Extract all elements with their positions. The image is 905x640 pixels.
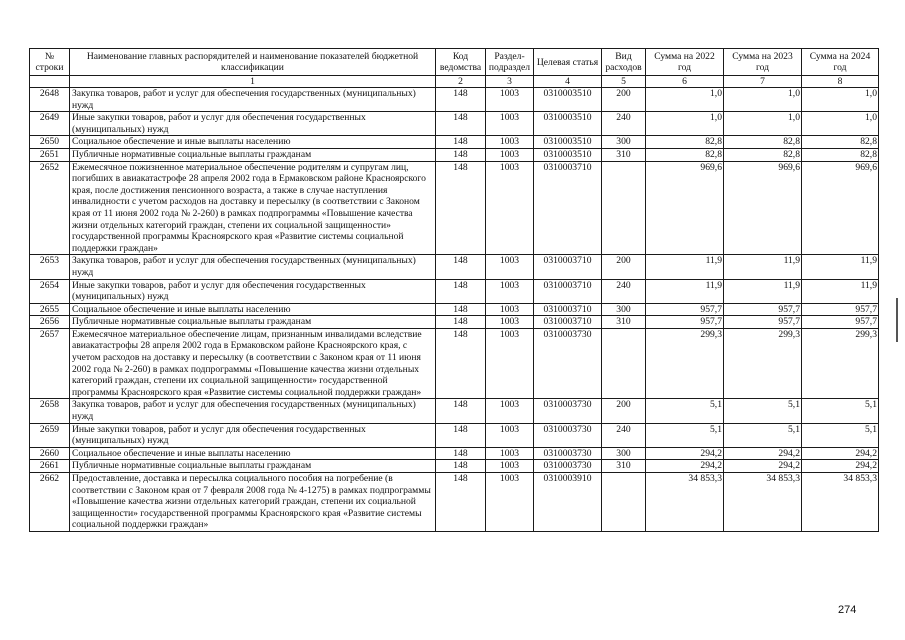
dept-code-cell: 148 bbox=[436, 136, 486, 149]
sum-2022-cell: 969,6 bbox=[646, 161, 724, 255]
sum-2024-cell: 82,8 bbox=[802, 136, 879, 149]
section-cell: 1003 bbox=[486, 279, 534, 303]
sum-2024-cell: 82,8 bbox=[802, 148, 879, 161]
sum-2023-cell: 957,7 bbox=[724, 303, 802, 316]
sum-2024-cell: 1,0 bbox=[802, 88, 879, 112]
sum-2022-cell: 11,9 bbox=[646, 255, 724, 279]
expense-type-cell: 300 bbox=[602, 447, 646, 460]
target-article-cell: 0310003510 bbox=[534, 136, 602, 149]
sum-2024-cell: 299,3 bbox=[802, 328, 879, 399]
row-name-cell: Социальное обеспечение и иные выплаты населению bbox=[70, 303, 436, 316]
sum-2022-cell: 82,8 bbox=[646, 136, 724, 149]
row-name-cell: Публичные нормативные социальные выплаты гражданам bbox=[70, 316, 436, 329]
header-dept-code: Код ведомства bbox=[436, 49, 486, 76]
column-number-row bbox=[30, 76, 879, 88]
sum-2023-cell: 82,8 bbox=[724, 136, 802, 149]
sum-2023-cell: 957,7 bbox=[724, 316, 802, 329]
row-name-cell: Публичные нормативные социальные выплаты гражданам bbox=[70, 460, 436, 473]
target-article-cell: 0310003710 bbox=[534, 255, 602, 279]
table-row bbox=[30, 161, 879, 255]
section-cell: 1003 bbox=[486, 423, 534, 447]
row-number-cell: 2649 bbox=[30, 112, 70, 136]
target-article-cell: 0310003710 bbox=[534, 303, 602, 316]
row-number-cell: 2651 bbox=[30, 148, 70, 161]
row-number-cell: 2654 bbox=[30, 279, 70, 303]
sum-2023-cell: 1,0 bbox=[724, 112, 802, 136]
dept-code-cell: 148 bbox=[436, 399, 486, 423]
table-header-row bbox=[30, 49, 879, 76]
header-sum-2022: Сумма на 2022 год bbox=[646, 49, 724, 76]
header-sum-2023: Сумма на 2023 год bbox=[724, 49, 802, 76]
header-row-no: № строки bbox=[30, 49, 70, 76]
expense-type-cell: 310 bbox=[602, 460, 646, 473]
table-row bbox=[30, 303, 879, 316]
target-article-cell: 0310003710 bbox=[534, 161, 602, 255]
sum-2022-cell: 294,2 bbox=[646, 447, 724, 460]
row-name-cell: Закупка товаров, работ и услуг для обеспечения государственных (муниципальных) нужд bbox=[70, 88, 436, 112]
sum-2022-cell: 294,2 bbox=[646, 460, 724, 473]
row-name-cell: Ежемесячное материальное обеспечение лицам, признанным инвалидами вследствие авиакатастрофы 28 апреля 2002 года в Ермаковском районе Красноярского края, с учетом расходов на доставку и пересылку (в соответствии с Законом края от 11 июня 2002 года № 2-260) в рамках подпрограммы «Повышение качества жизни отдельных категорий граждан, степени их социальной защищенности» государственной программы Красноярского края «Развитие системы социальной поддержки граждан» bbox=[70, 328, 436, 399]
column-number-cell: 7 bbox=[724, 76, 802, 88]
section-cell: 1003 bbox=[486, 148, 534, 161]
target-article-cell: 0310003730 bbox=[534, 328, 602, 399]
row-number-cell: 2656 bbox=[30, 316, 70, 329]
section-cell: 1003 bbox=[486, 303, 534, 316]
expense-type-cell bbox=[602, 161, 646, 255]
column-number-cell: 2 bbox=[436, 76, 486, 88]
table-row bbox=[30, 328, 879, 399]
column-number-cell: 5 bbox=[602, 76, 646, 88]
expense-type-cell: 240 bbox=[602, 279, 646, 303]
sum-2024-cell: 294,2 bbox=[802, 447, 879, 460]
sum-2024-cell: 11,9 bbox=[802, 255, 879, 279]
row-number-cell: 2648 bbox=[30, 88, 70, 112]
dept-code-cell: 148 bbox=[436, 328, 486, 399]
sum-2022-cell: 957,7 bbox=[646, 303, 724, 316]
row-name-cell: Ежемесячное пожизненное материальное обеспечение родителям и супругам лиц, погибших в авиакатастрофе 28 апреля 2002 года в Ермаковском районе Красноярского края, после достижения пенсионного возраста, а также в случае наступления инвалидности с учетом расходов на доставку и пересылку (в соответствии с Законом края от 11 июня 2002 года № 2-260) в рамках подпрограммы «Повышение качества жизни отдельных категорий граждан, степени их социальной защищенности» государственной программы Красноярского края «Развитие системы социальной поддержки граждан» bbox=[70, 161, 436, 255]
table-row bbox=[30, 460, 879, 473]
row-name-cell: Публичные нормативные социальные выплаты гражданам bbox=[70, 148, 436, 161]
expense-type-cell: 240 bbox=[602, 112, 646, 136]
target-article-cell: 0310003510 bbox=[534, 148, 602, 161]
sum-2023-cell: 5,1 bbox=[724, 423, 802, 447]
section-cell: 1003 bbox=[486, 316, 534, 329]
dept-code-cell: 148 bbox=[436, 447, 486, 460]
sum-2024-cell: 1,0 bbox=[802, 112, 879, 136]
expense-type-cell: 310 bbox=[602, 148, 646, 161]
row-name-cell: Иные закупки товаров, работ и услуг для обеспечения государственных (муниципальных) нужд bbox=[70, 423, 436, 447]
sum-2022-cell: 5,1 bbox=[646, 399, 724, 423]
table-row bbox=[30, 88, 879, 112]
page-number: 274 bbox=[838, 604, 857, 616]
dept-code-cell: 148 bbox=[436, 112, 486, 136]
table-row bbox=[30, 399, 879, 423]
sum-2023-cell: 294,2 bbox=[724, 447, 802, 460]
row-number-cell: 2653 bbox=[30, 255, 70, 279]
budget-table bbox=[29, 48, 879, 532]
expense-type-cell: 200 bbox=[602, 255, 646, 279]
sum-2022-cell: 957,7 bbox=[646, 316, 724, 329]
dept-code-cell: 148 bbox=[436, 88, 486, 112]
header-sum-2024: Сумма на 2024 год bbox=[802, 49, 879, 76]
dept-code-cell: 148 bbox=[436, 279, 486, 303]
target-article-cell: 0310003730 bbox=[534, 447, 602, 460]
header-section: Раздел-подраздел bbox=[486, 49, 534, 76]
target-article-cell: 0310003730 bbox=[534, 460, 602, 473]
sum-2023-cell: 11,9 bbox=[724, 279, 802, 303]
target-article-cell: 0310003710 bbox=[534, 279, 602, 303]
dept-code-cell: 148 bbox=[436, 460, 486, 473]
row-number-cell: 2652 bbox=[30, 161, 70, 255]
header-name: Наименование главных распорядителей и наименование показателей бюджетной классификации bbox=[70, 49, 436, 76]
sum-2024-cell: 5,1 bbox=[802, 423, 879, 447]
sum-2023-cell: 34 853,3 bbox=[724, 473, 802, 532]
table-row bbox=[30, 447, 879, 460]
sum-2024-cell: 5,1 bbox=[802, 399, 879, 423]
expense-type-cell: 240 bbox=[602, 423, 646, 447]
target-article-cell: 0310003510 bbox=[534, 112, 602, 136]
table-row bbox=[30, 112, 879, 136]
section-cell: 1003 bbox=[486, 255, 534, 279]
expense-type-cell bbox=[602, 473, 646, 532]
table-row bbox=[30, 423, 879, 447]
header-exp-type: Вид расходов bbox=[602, 49, 646, 76]
sum-2022-cell: 34 853,3 bbox=[646, 473, 724, 532]
section-cell: 1003 bbox=[486, 136, 534, 149]
row-name-cell: Иные закупки товаров, работ и услуг для обеспечения государственных (муниципальных) нужд bbox=[70, 112, 436, 136]
sum-2022-cell: 299,3 bbox=[646, 328, 724, 399]
target-article-cell: 0310003730 bbox=[534, 399, 602, 423]
table-row bbox=[30, 148, 879, 161]
table-row bbox=[30, 279, 879, 303]
row-number-cell: 2657 bbox=[30, 328, 70, 399]
sum-2022-cell: 1,0 bbox=[646, 88, 724, 112]
column-number-cell: 1 bbox=[70, 76, 436, 88]
dept-code-cell: 148 bbox=[436, 316, 486, 329]
row-name-cell: Закупка товаров, работ и услуг для обеспечения государственных (муниципальных) нужд bbox=[70, 399, 436, 423]
scan-edge-mark bbox=[896, 298, 898, 342]
row-number-cell: 2660 bbox=[30, 447, 70, 460]
dept-code-cell: 148 bbox=[436, 148, 486, 161]
sum-2023-cell: 969,6 bbox=[724, 161, 802, 255]
row-name-cell: Социальное обеспечение и иные выплаты населению bbox=[70, 447, 436, 460]
expense-type-cell: 300 bbox=[602, 136, 646, 149]
table-body bbox=[30, 88, 879, 532]
target-article-cell: 0310003710 bbox=[534, 316, 602, 329]
dept-code-cell: 148 bbox=[436, 161, 486, 255]
row-number-cell: 2659 bbox=[30, 423, 70, 447]
dept-code-cell: 148 bbox=[436, 255, 486, 279]
sum-2024-cell: 957,7 bbox=[802, 303, 879, 316]
sum-2022-cell: 82,8 bbox=[646, 148, 724, 161]
expense-type-cell: 200 bbox=[602, 399, 646, 423]
row-name-cell: Предоставление, доставка и пересылка социального пособия на погребение (в соответствии с Законом края от 7 февраля 2008 года № 4-1275) в рамках подпрограммы «Повышение качества жизни отдельных категорий граждан, степени их социальной защищенности» государственной программы Красноярского края «Развитие системы социальной поддержки граждан» bbox=[70, 473, 436, 532]
row-number-cell: 2661 bbox=[30, 460, 70, 473]
table-row bbox=[30, 473, 879, 532]
column-number-cell: 6 bbox=[646, 76, 724, 88]
row-number-cell: 2662 bbox=[30, 473, 70, 532]
row-number-cell: 2650 bbox=[30, 136, 70, 149]
sum-2024-cell: 294,2 bbox=[802, 460, 879, 473]
row-name-cell: Социальное обеспечение и иные выплаты населению bbox=[70, 136, 436, 149]
sum-2022-cell: 1,0 bbox=[646, 112, 724, 136]
row-number-cell: 2655 bbox=[30, 303, 70, 316]
sum-2024-cell: 957,7 bbox=[802, 316, 879, 329]
sum-2023-cell: 11,9 bbox=[724, 255, 802, 279]
target-article-cell: 0310003510 bbox=[534, 88, 602, 112]
sum-2022-cell: 5,1 bbox=[646, 423, 724, 447]
table-row bbox=[30, 255, 879, 279]
sum-2022-cell: 11,9 bbox=[646, 279, 724, 303]
section-cell: 1003 bbox=[486, 112, 534, 136]
row-number-cell: 2658 bbox=[30, 399, 70, 423]
expense-type-cell: 200 bbox=[602, 88, 646, 112]
sum-2023-cell: 1,0 bbox=[724, 88, 802, 112]
table-row bbox=[30, 316, 879, 329]
sum-2024-cell: 11,9 bbox=[802, 279, 879, 303]
row-name-cell: Иные закупки товаров, работ и услуг для обеспечения государственных (муниципальных) нужд bbox=[70, 279, 436, 303]
column-number-cell: 3 bbox=[486, 76, 534, 88]
table-row bbox=[30, 136, 879, 149]
dept-code-cell: 148 bbox=[436, 303, 486, 316]
dept-code-cell: 148 bbox=[436, 423, 486, 447]
sum-2023-cell: 5,1 bbox=[724, 399, 802, 423]
expense-type-cell: 310 bbox=[602, 316, 646, 329]
header-target: Целевая статья bbox=[534, 49, 602, 76]
column-number-cell: 4 bbox=[534, 76, 602, 88]
section-cell: 1003 bbox=[486, 460, 534, 473]
section-cell: 1003 bbox=[486, 399, 534, 423]
column-number-cell: 8 bbox=[802, 76, 879, 88]
target-article-cell: 0310003910 bbox=[534, 473, 602, 532]
expense-type-cell bbox=[602, 328, 646, 399]
row-name-cell: Закупка товаров, работ и услуг для обеспечения государственных (муниципальных) нужд bbox=[70, 255, 436, 279]
section-cell: 1003 bbox=[486, 473, 534, 532]
section-cell: 1003 bbox=[486, 161, 534, 255]
expense-type-cell: 300 bbox=[602, 303, 646, 316]
section-cell: 1003 bbox=[486, 447, 534, 460]
sum-2023-cell: 82,8 bbox=[724, 148, 802, 161]
target-article-cell: 0310003730 bbox=[534, 423, 602, 447]
sum-2024-cell: 34 853,3 bbox=[802, 473, 879, 532]
section-cell: 1003 bbox=[486, 328, 534, 399]
column-number-cell bbox=[30, 76, 70, 88]
dept-code-cell: 148 bbox=[436, 473, 486, 532]
section-cell: 1003 bbox=[486, 88, 534, 112]
sum-2023-cell: 294,2 bbox=[724, 460, 802, 473]
sum-2024-cell: 969,6 bbox=[802, 161, 879, 255]
sum-2023-cell: 299,3 bbox=[724, 328, 802, 399]
